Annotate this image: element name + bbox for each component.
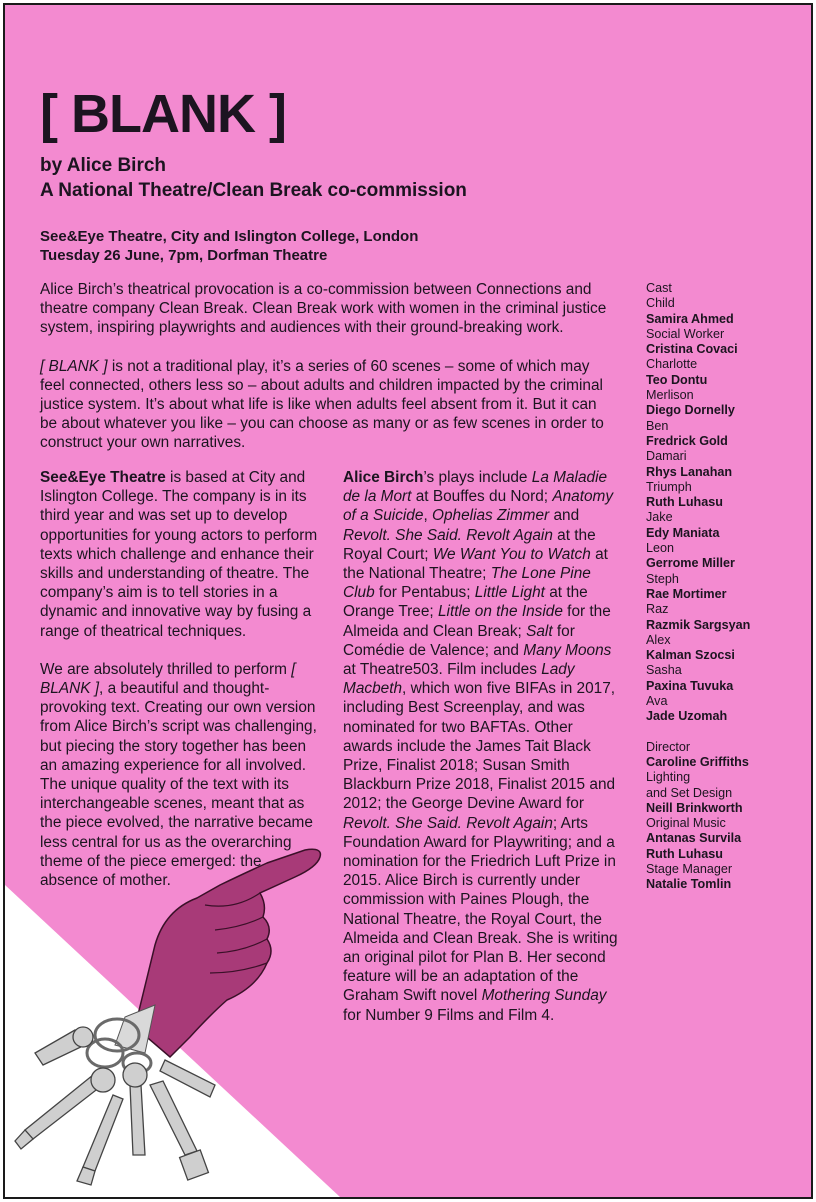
work-title: Ophelias Zimmer (432, 507, 550, 525)
credit-name: Samira Ahmed (646, 311, 734, 326)
credit-role: Damari (646, 449, 687, 464)
work-title: We Want You to Watch (432, 545, 591, 563)
credit-name: Rae Mortimer (646, 586, 727, 601)
intro-paragraph: Alice Birch’s theatrical provocation is a co-commission between Connections and theatre company Clean Break. Clean Break work with women in the criminal justice system, inspiring playwrights and audiences with their ground-breaking work. (40, 281, 607, 337)
venue-line: See&Eye Theatre, City and Islington College, London (40, 228, 419, 245)
work-title: Little on the Inside (437, 603, 563, 621)
playwright-biography (343, 468, 625, 1044)
credit-name: Ruth Luhasu (646, 495, 723, 510)
programme-page (3, 3, 813, 1199)
intro-paragraph-2: [ BLANK ] is not a traditional play, it’s a series of 60 scenes – some of which may feel connected, others less so – about adults and children impacted by the criminal justice system. It’s about what life is like when adults feel absent from it. But it can be about whatever you like – you can choose as many or as few scenes in order to construct your own narratives. (40, 357, 604, 452)
credit-role: Jake (646, 510, 673, 525)
credit-role: Original Music (646, 816, 726, 831)
biography-text: ; Arts Foundation Award for Playwriting; and a nomination for the Friedrich Luft Prize in 2015. Alice Birch is currently under commission with Paines Plough, the National Theatre, the Royal Court, the Almeida and Clean Break. She is writing an original pilot for Plan B. Her second feature will be an adaptation of the Graham Swift novel (343, 814, 618, 1005)
credits-spacer (646, 725, 806, 740)
work-title: Anatomy of a Suicide (343, 488, 614, 525)
credit-role: Stage Manager (646, 861, 733, 876)
date-line: Tuesday 26 June, 7pm, Dorfman Theatre (40, 247, 328, 264)
credit-name: Edy Maniata (646, 525, 720, 540)
playwright-name: Alice Birch (343, 469, 424, 486)
credit-name: Teo Dontu (646, 372, 708, 387)
biography-text: for Number 9 Films and Film 4. (343, 1006, 555, 1024)
credit-name: Cristina Covaci (646, 342, 738, 357)
biography-text: for Comédie de Valence; and (343, 622, 575, 659)
play-title: [ BLANK ] (40, 84, 286, 144)
credit-name: Razmik Sargsyan (646, 617, 751, 632)
biography-text: , which won five BIFAs in 2017, including Best Screenplay, and was nominated for two BAFTAs. Other awards include the James Tait Black Prize, Finalist 2018; Susan Smith Blackburn Prize 2018, Finalist 2015 and 2012; the George Devine Award for (343, 680, 616, 813)
company-description (40, 468, 320, 909)
work-title: Many Moons (523, 641, 612, 659)
biography-text: and (549, 507, 580, 525)
credit-role: Cast (646, 281, 672, 295)
biography-text: for the Almeida and Clean Break; (343, 603, 611, 640)
biography-text: , (423, 507, 432, 525)
credit-name: Rhys Lanahan (646, 464, 733, 479)
biography-text: ’s plays include (423, 469, 532, 486)
company-name: See&Eye Theatre (40, 469, 166, 486)
work-title: Salt (526, 622, 553, 640)
credit-role: and Set Design (646, 785, 733, 800)
biography-text: for Pentabus; (374, 584, 475, 602)
biography-paragraph (343, 468, 625, 1025)
credit-name: Gerrome Miller (646, 556, 735, 571)
credit-role: Merlison (646, 388, 694, 403)
credit-role: Charlotte (646, 357, 698, 372)
credit-name: Neill Brinkworth (646, 800, 743, 815)
biography-text: at the Royal Court; (343, 526, 596, 563)
credit-role: Alex (646, 632, 671, 647)
work-title: Little Light (474, 584, 545, 602)
credit-role: Triumph (646, 479, 692, 494)
play-introduction (40, 280, 615, 472)
credit-role: Sasha (646, 663, 682, 678)
credit-role: Raz (646, 602, 669, 617)
credit-role: Social Worker (646, 326, 725, 341)
biography-text: at Bouffes du Nord; (411, 488, 553, 506)
commission-line: A National Theatre/Clean Break co-commission (40, 180, 467, 201)
work-title: Lady Macbeth (343, 661, 575, 698)
credit-name: Ruth Luhasu (646, 846, 723, 861)
credit-role: Child (646, 296, 675, 311)
biography-text: at the Orange Tree; (343, 584, 588, 621)
playwright-byline: by Alice Birch (40, 155, 167, 176)
credit-role: Ben (646, 418, 669, 433)
cast-and-crew-credits (646, 281, 806, 893)
work-title: La Maladie de la Mort (343, 469, 608, 506)
company-statement: We are absolutely thrilled to perform [ BLANK ], a beautiful and thought-provoking text. Creating our own version from Alice Birch’s script was challenging, but piecing the story together has been an amazing experience for all involved. The unique quality of the text with its interchangeable scenes, meant that as the piece evolved, the narrative became less central for us as the overarching theme of the piece emerged: the absence of mother. (40, 660, 317, 890)
credit-name: Diego Dornelly (646, 403, 735, 418)
credit-name: Fredrick Gold (646, 433, 728, 448)
company-paragraph: See&Eye Theatre is based at City and Islington College. The company is in its third year and was set up to develop opportunities for young actors to perform texts which challenge and enhance their skills and understanding of theatre. The company’s aim is to tell stories in a dynamic and innovative way by fusing a range of theatrical techniques. (40, 469, 318, 640)
work-title: The Lone Pine Club (343, 565, 591, 602)
credit-name: Kalman Szocsi (646, 648, 735, 663)
biography-text: at the National Theatre; (343, 545, 608, 583)
credit-role: Director (646, 739, 691, 754)
credit-name: Jade Uzomah (646, 709, 728, 724)
work-title: Revolt. She Said. Revolt Again (343, 526, 553, 544)
credit-role: Steph (646, 571, 679, 586)
biography-text: at Theatre503. Film includes (343, 661, 542, 679)
credit-role: Leon (646, 541, 675, 556)
credit-name: Antanas Survila (646, 831, 742, 846)
credit-role: Ava (646, 694, 668, 709)
credit-name: Caroline Griffiths (646, 754, 749, 769)
credit-name: Paxina Tuvuka (646, 678, 734, 693)
performance-details (40, 227, 418, 265)
credit-name: Natalie Tomlin (646, 877, 732, 892)
work-title: Revolt. She Said. Revolt Again (343, 814, 553, 832)
credit-role: Lighting (646, 770, 691, 785)
play-title-italic: [ BLANK ] (40, 357, 108, 375)
work-title: Mothering Sunday (481, 987, 607, 1005)
